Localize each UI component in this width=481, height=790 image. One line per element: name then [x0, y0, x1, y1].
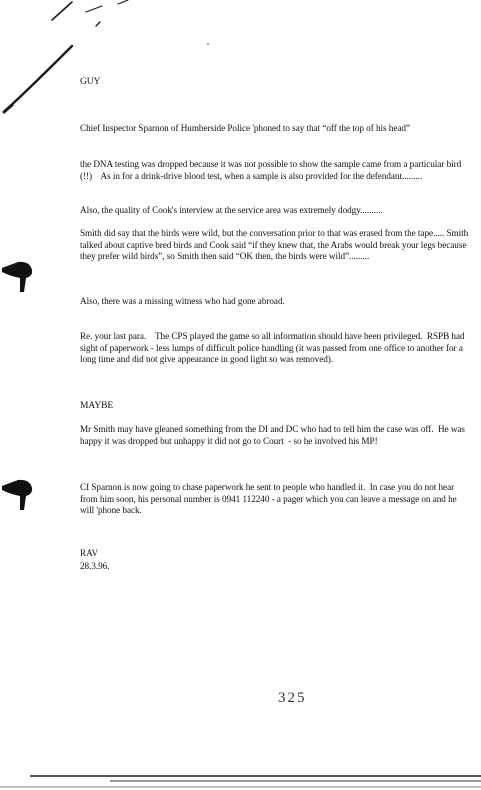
page-number: 325	[278, 690, 307, 706]
signature-date: 28.3.96.	[80, 561, 110, 571]
paragraph: Also, the quality of Cook's interview at the service area was extremely dodgy..........	[80, 205, 383, 215]
paragraph: Re. your last para. The CPS played the game so all information should have been privileged. RSPB had sight of paperwork - less lumps of difficult police handling (it was passed from one office to another for a long time and did not give appearance in good light so was removed).	[80, 331, 465, 365]
top-left-stroke-marks	[4, 0, 128, 112]
signature-initials: RAV	[80, 548, 99, 558]
margin-pointer-mark	[2, 262, 32, 292]
salutation: GUY	[80, 77, 101, 87]
paragraph: Also, there was a missing witness who had gone abroad.	[80, 296, 285, 306]
paragraph: the DNA testing was dropped because it was not possible to show the sample came from a particular bird (!!) As in for a drink-drive blood test, when a sample is also provided for the defendant.........	[80, 159, 462, 181]
margin-pointer-mark	[2, 480, 32, 510]
paragraph: Smith did say that the birds were wild, but the conversation prior to that was erased from the tape..... Smith talked about captive bred birds and Cook said “if they knew that, the Arabs would break your legs because they prefer wild birds”, so Smith then said “OK then, the birds were wild”.........	[80, 228, 469, 262]
section-heading: MAYBE	[80, 401, 114, 411]
paragraph: Mr Smith may have gleaned something from the DI and DC who had to tell him the case was off. He was happy it was dropped but unhappy it did not go to Court - so he involved his MP!	[80, 424, 465, 446]
paragraph: CI Sparnon is now going to chase paperwork he sent to people who handled it. In case you do not hear from him soon, his personal number is 0941 112240 - a pager which you can leave a message on and he will 'phone back.	[80, 482, 457, 516]
paragraph: Chief Inspector Sparnon of Humberside Police 'phoned to say that “off the top of his head”	[80, 123, 410, 133]
